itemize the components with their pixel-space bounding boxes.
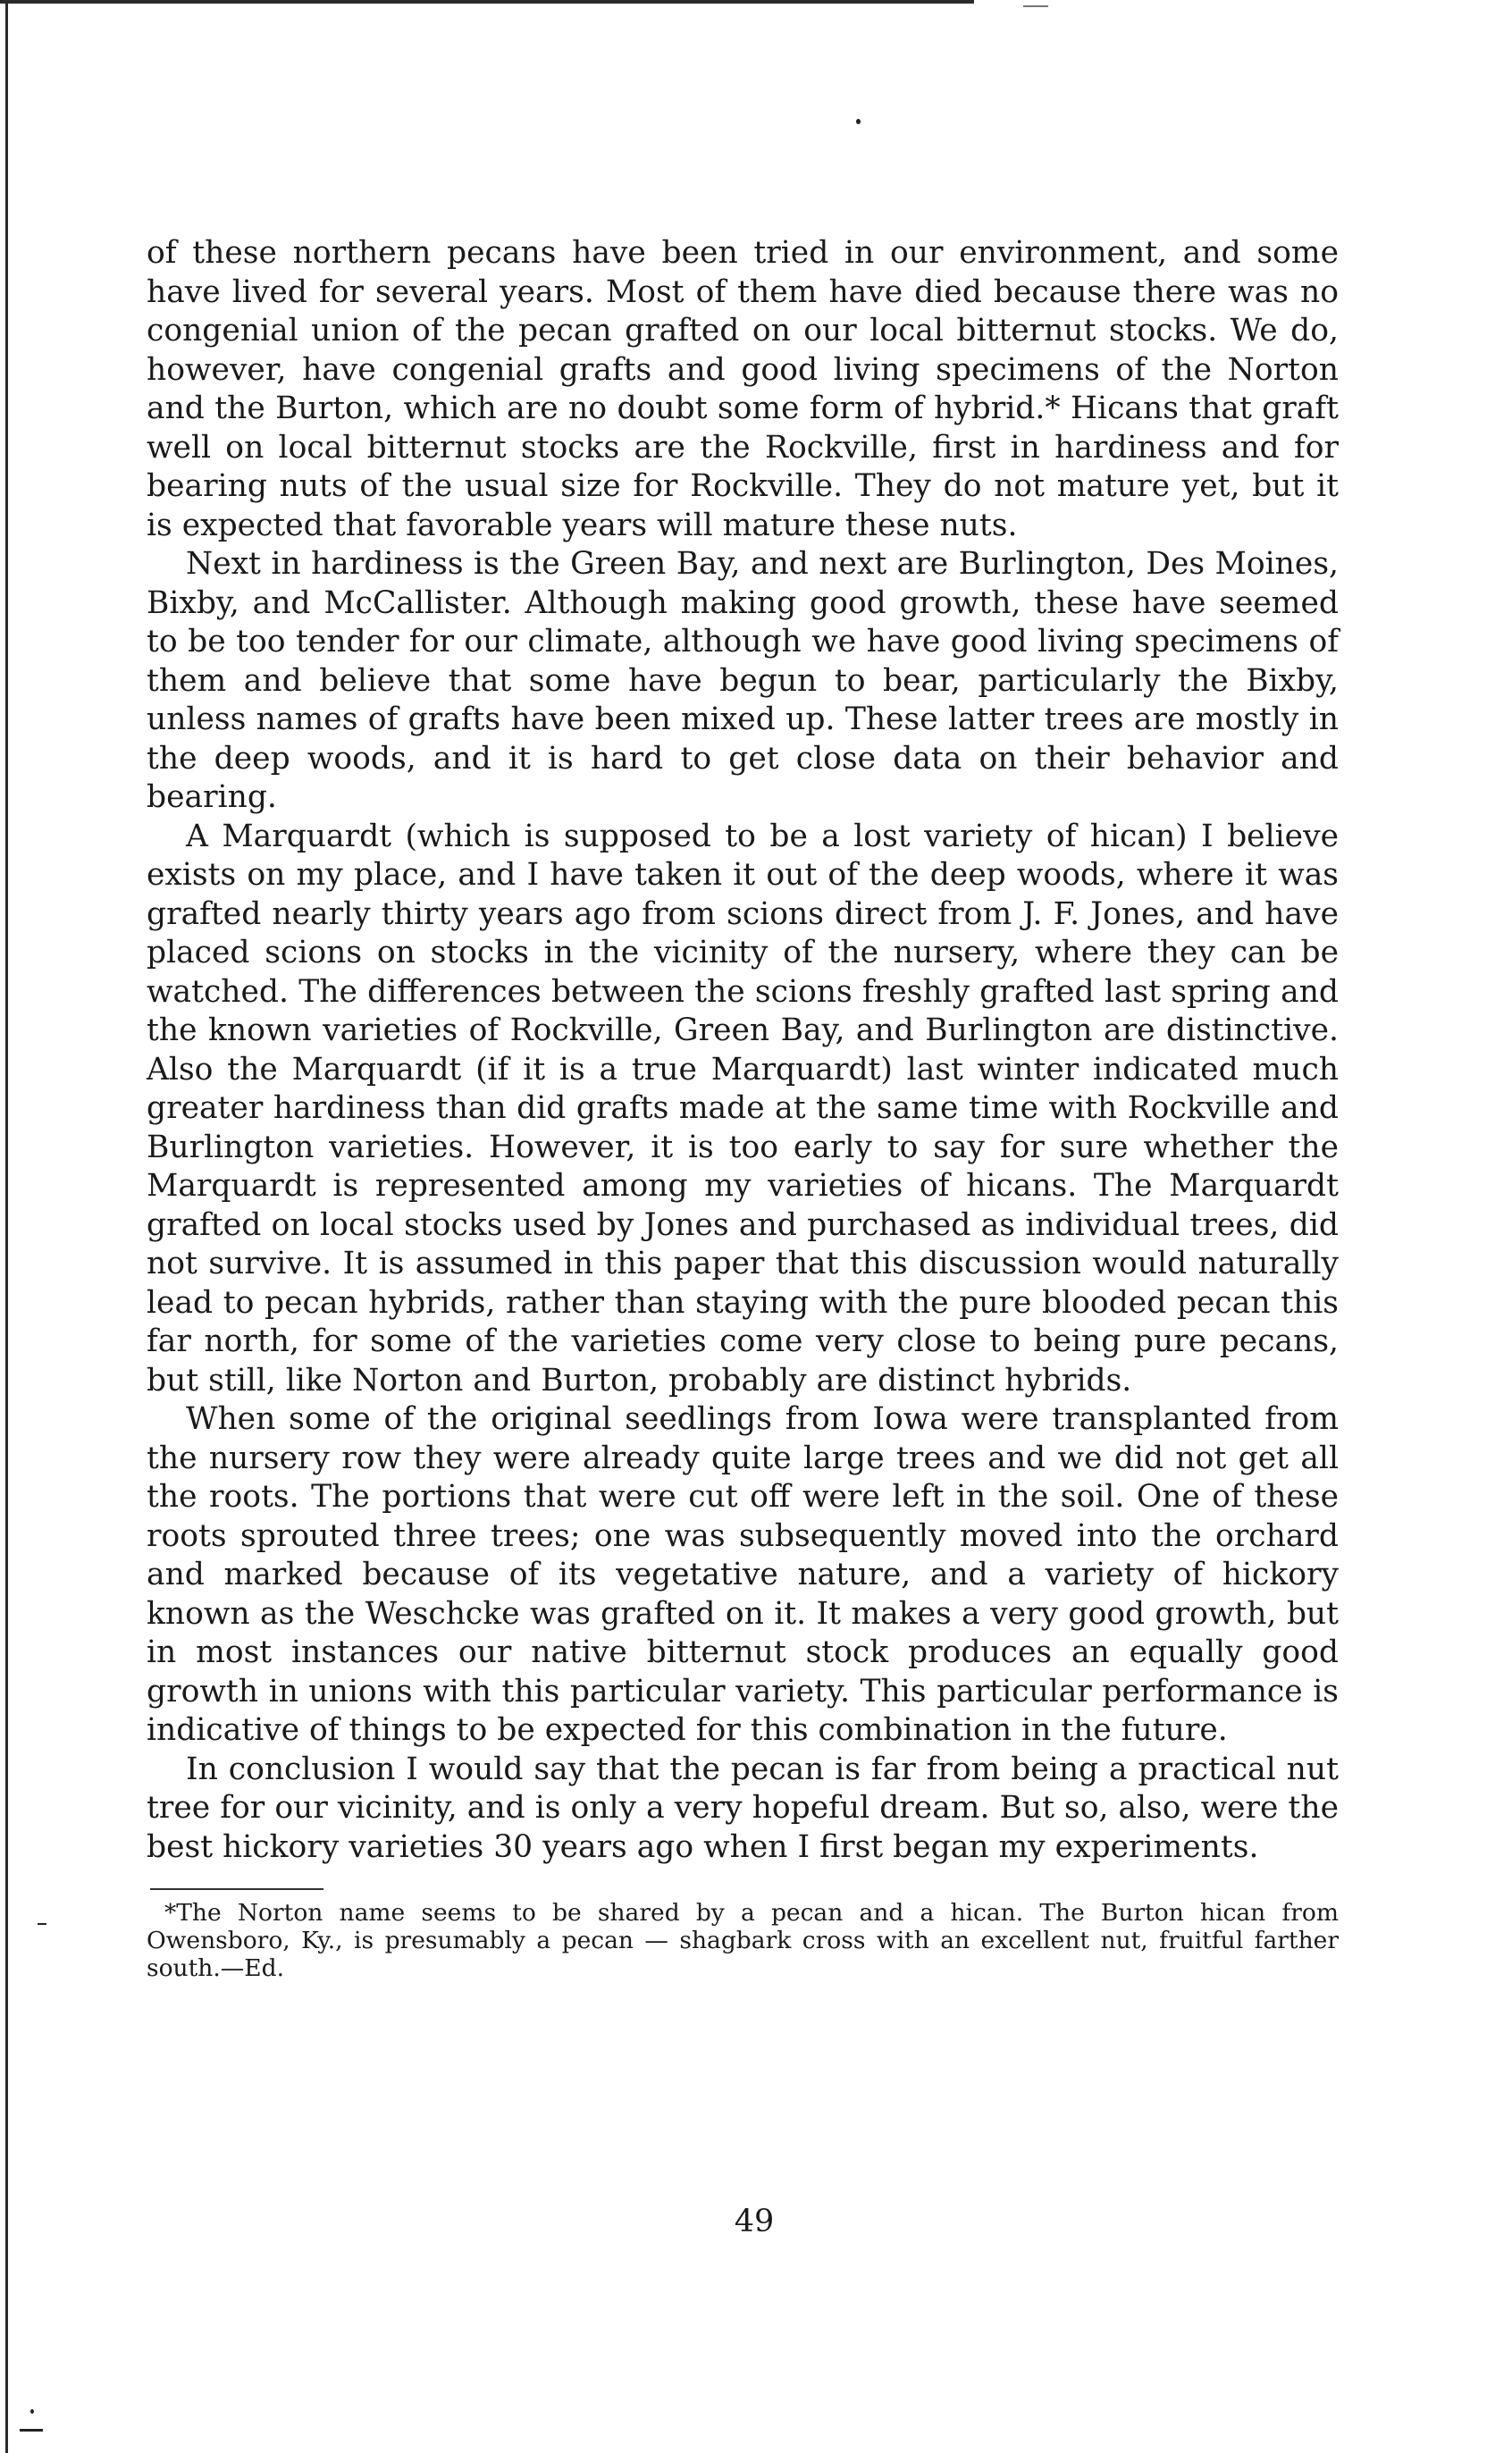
footnote-divider: [150, 1888, 323, 1890]
page-body: [147, 234, 1339, 1982]
scan-left-edge: [5, 0, 8, 2453]
body-paragraph-3: A Marquardt (which is supposed to be a lost variety of hican) I believe exists on my place, and I have taken it out of the deep woods, where it was grafted nearly thirty years ago from scions direct from J. F. Jones, and have placed scions on stocks in the vicinity of the nursery, where they can be watched. The differences between the scions freshly grafted last spring and the known varieties of Rockville, Green Bay, and Burlington are distinctive. Also the Marquardt (if it is a true Marquardt) last winter indicated much greater hardiness than did grafts made at the same time with Rockville and Burlington varieties. However, it is too early to say for sure whether the Marquardt is represented among my varieties of hicans. The Marquardt grafted on local stocks used by Jones and purchased as individual trees, did not survive. It is assumed in this paper that this discussion would naturally lead to pecan hybrids, rather than staying with the pure blooded pecan this far north, for some of the varieties come very close to being pure pecans, but still, like Norton and Burton, probably are distinct hybrids.: [147, 818, 1339, 1399]
scan-speck: [856, 119, 861, 124]
footnote: *The Norton name seems to be shared by a pecan and a hican. The Burton hican from Owensboro, Ky., is presumably a pecan — shagbark cross with an excellent nut, fruitful farther south.—Ed.: [147, 1899, 1339, 1982]
body-paragraph-5: In conclusion I would say that the pecan is far from being a practical nut tree for our vicinity, and is only a very hopeful dream. But so, also, were the best hickory varieties 30 years ago when I first began my experiments.: [147, 1751, 1339, 1865]
scan-speck: [38, 1923, 46, 1925]
scan-top-rule: [0, 0, 974, 4]
scan-top-mark: [1023, 5, 1048, 7]
scan-speck: [30, 2409, 34, 2414]
page-number: 49: [734, 2204, 775, 2239]
body-paragraph-1: of these northern pecans have been tried in our environment, and some have lived for several years. Most of them have died because there was no congenial union of the pecan grafted on our local bitternut stocks. We do, however, have congenial grafts and good living specimens of the Norton and the Burton, which are no doubt some form of hybrid.* Hicans that graft well on local bitternut stocks are the Rockville, first in hardiness and for bearing nuts of the usual size for Rockville. They do not mature yet, but it is expected that favorable years will mature these nuts.: [147, 235, 1339, 543]
body-paragraph-2: Next in hardiness is the Green Bay, and next are Burlington, Des Moines, Bixby, and McCallister. Although making good growth, these have seemed to be too tender for our climate, although we have good living specimens of them and believe that some have begun to bear, particularly the Bixby, unless names of grafts have been mixed up. These latter trees are mostly in the deep woods, and it is hard to get close data on their behavior and bearing.: [147, 546, 1339, 815]
body-paragraph-4: When some of the original seedlings from Iowa were transplanted from the nursery row they were already quite large trees and we did not get all the roots. The portions that were cut off were left in the soil. One of these roots sprouted three trees; one was subsequently moved into the orchard and marked because of its vegetative nature, and a variety of hickory known as the Weschcke was grafted on it. It makes a very good growth, but in most instances our native bitternut stock produces an equally good growth in unions with this particular variety. This particular performance is indicative of things to be expected for this combination in the future.: [147, 1401, 1339, 1748]
scan-speck: [20, 2429, 43, 2432]
